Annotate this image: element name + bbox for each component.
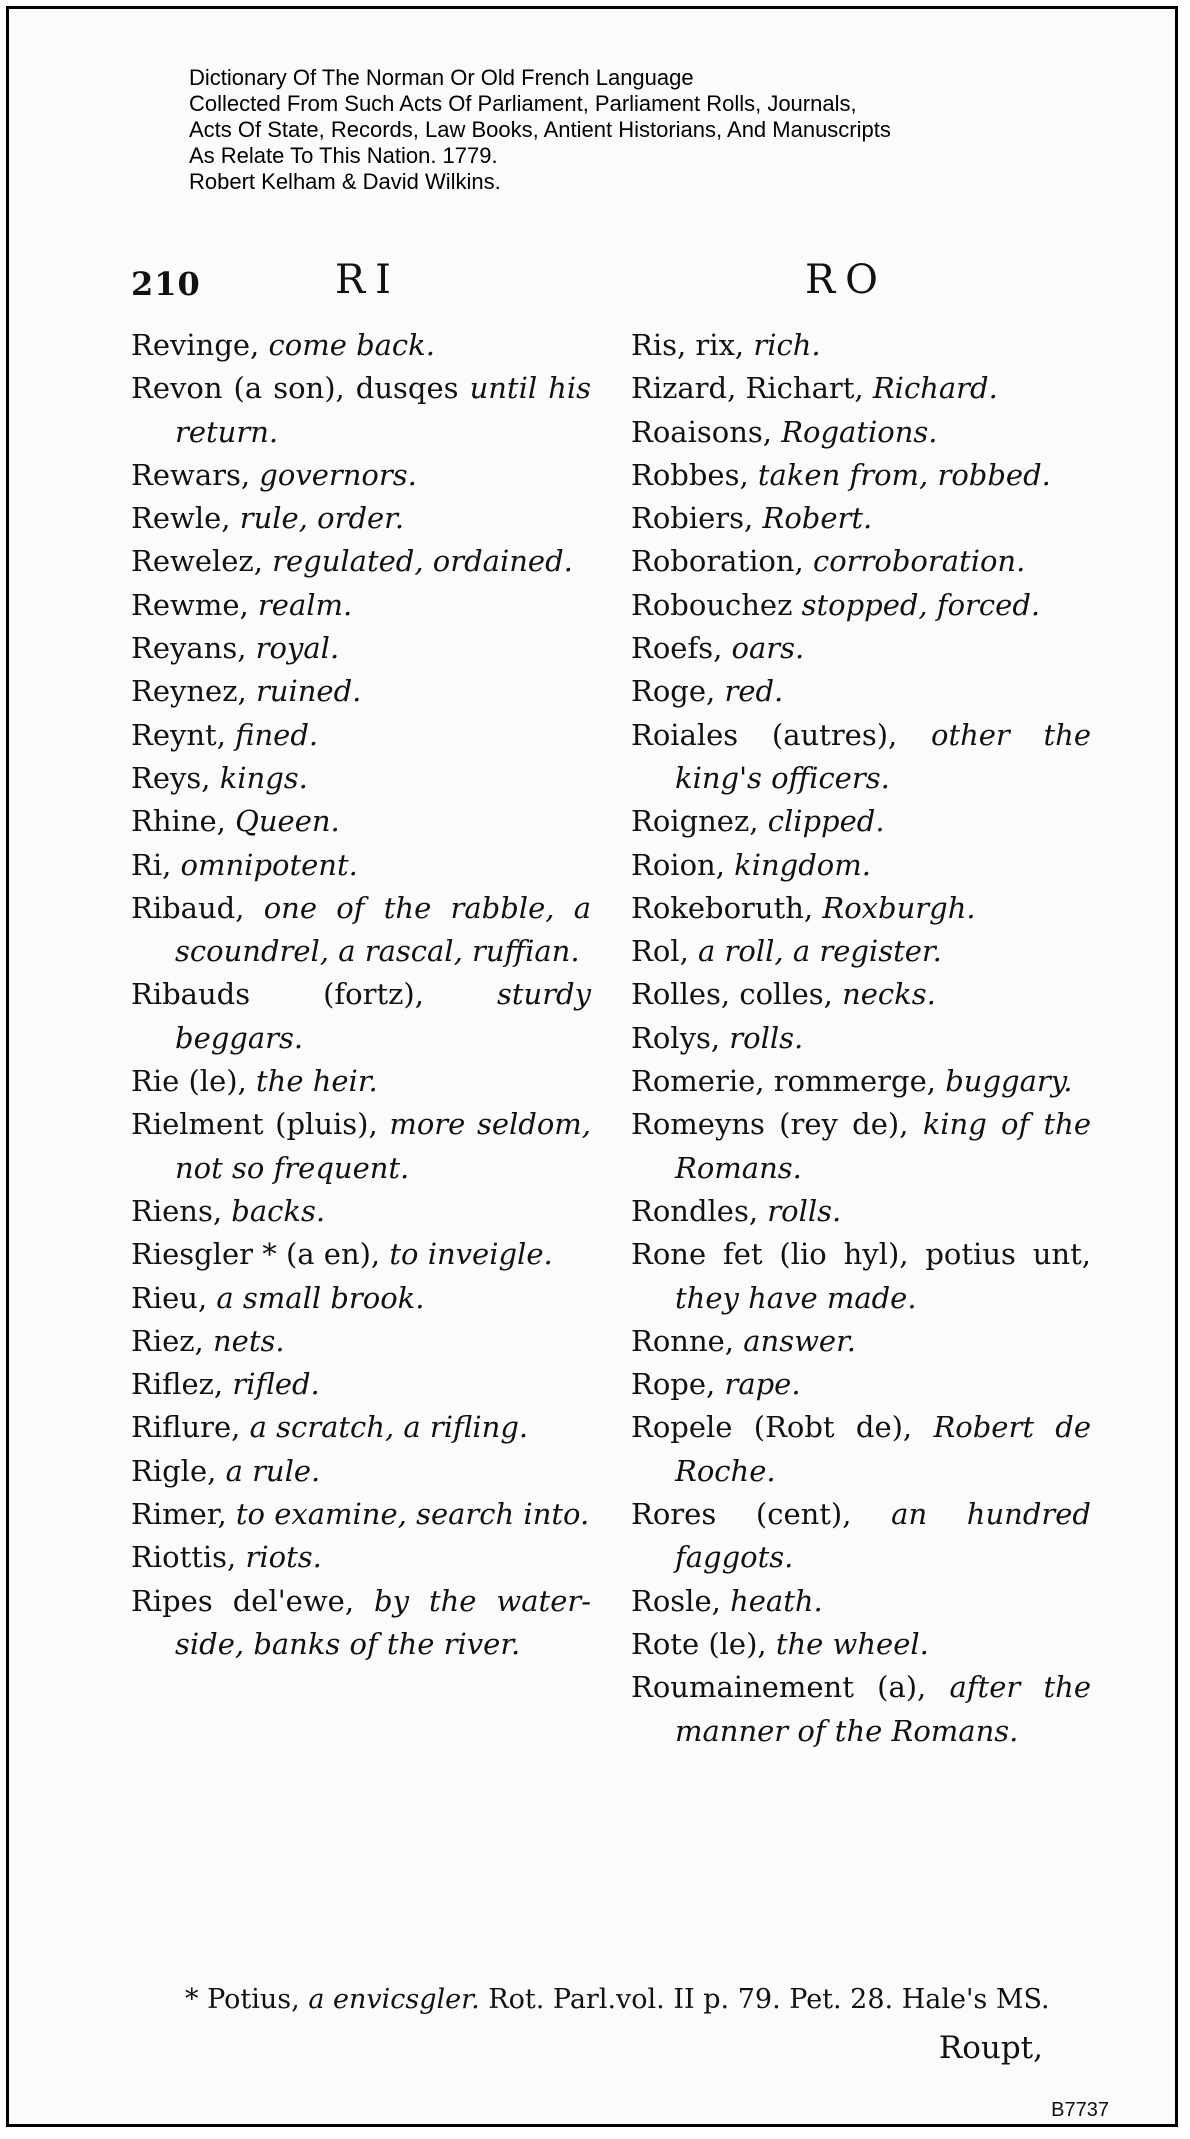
- entry-definition: clipped.: [767, 804, 885, 839]
- entry-definition: sturdy beggars.: [175, 977, 592, 1055]
- dictionary-entry: [131, 1363, 591, 1406]
- dictionary-entry: [631, 714, 1091, 801]
- dictionary-entry: [631, 454, 1091, 497]
- entry-headword: Rielment (pluis),: [131, 1107, 378, 1142]
- dictionary-entry: [631, 930, 1091, 973]
- dictionary-entry: [131, 540, 591, 583]
- entry-definition: a scratch, a rifling.: [249, 1410, 529, 1445]
- dictionary-entry: [631, 1017, 1091, 1060]
- dictionary-entry: [131, 497, 591, 540]
- entry-definition: to inveigle.: [389, 1237, 553, 1272]
- dictionary-entry: [131, 1103, 591, 1190]
- entry-headword: Rote (le),: [631, 1626, 767, 1661]
- running-head-right: RO: [805, 257, 888, 303]
- entry-headword: Robiers,: [631, 501, 754, 536]
- header-line-sources: Collected From Such Acts Of Parliament, Parliament Rolls, Journals,: [189, 91, 857, 116]
- document-code: B7737: [1051, 2099, 1109, 2121]
- entry-definition: omnipotent.: [180, 847, 358, 882]
- header-line-title: Dictionary Of The Norman Or Old French Language: [189, 65, 694, 90]
- entry-definition: rule, order.: [239, 501, 405, 536]
- entry-headword: Ripes del'ewe,: [131, 1583, 355, 1618]
- entry-headword: Riez,: [131, 1323, 204, 1358]
- dictionary-entry: [131, 800, 591, 843]
- entry-definition: Roxburgh.: [822, 890, 976, 925]
- entry-definition: governors.: [259, 457, 417, 492]
- entry-definition: an hundred faggots.: [675, 1497, 1091, 1575]
- entry-headword: Rewelez,: [131, 544, 263, 579]
- dictionary-entry: [131, 1450, 591, 1493]
- entry-definition: a small brook.: [216, 1280, 425, 1315]
- entry-definition: heath.: [730, 1583, 823, 1618]
- entry-definition: to examine, search into.: [235, 1497, 590, 1532]
- entry-definition: royal.: [255, 631, 340, 666]
- dictionary-entry: [131, 844, 591, 887]
- dictionary-entry: [631, 1320, 1091, 1363]
- entry-definition: Robert de Roche.: [675, 1410, 1091, 1488]
- entry-headword: Ris, rix,: [631, 328, 745, 362]
- dictionary-entry: [131, 973, 591, 1060]
- entry-headword: Roefs,: [631, 631, 723, 666]
- entry-headword: Reys,: [131, 760, 211, 795]
- entry-definition: Queen.: [235, 804, 340, 839]
- entry-headword: Romerie, rommerge,: [631, 1064, 936, 1099]
- entry-headword: Robbes,: [631, 457, 749, 492]
- entry-headword: Riflure,: [131, 1410, 241, 1445]
- entry-headword: Rie (le),: [131, 1064, 247, 1099]
- entry-headword: Rimer,: [131, 1497, 227, 1532]
- entry-definition: answer.: [743, 1323, 856, 1358]
- entry-definition: by the water-side, banks of the river.: [175, 1583, 592, 1661]
- entry-definition: more seldom, not so frequent.: [175, 1107, 592, 1185]
- entry-headword: Riottis,: [131, 1540, 237, 1575]
- entry-definition: fined.: [235, 717, 319, 752]
- entry-headword: Reynez,: [131, 674, 247, 709]
- dictionary-entry: [131, 1536, 591, 1579]
- dictionary-entry: [631, 887, 1091, 930]
- dictionary-entry: [631, 1406, 1091, 1493]
- dictionary-entry: [631, 1233, 1091, 1320]
- entry-headword: Ribaud,: [131, 890, 245, 925]
- dictionary-entry: [131, 627, 591, 670]
- entry-definition: red.: [724, 674, 784, 709]
- entry-headword: Rosle,: [631, 1583, 721, 1618]
- dictionary-entry: [131, 757, 591, 800]
- entry-headword: Reynt,: [131, 717, 226, 752]
- entry-definition: one of the rabble, a scoundrel, a rascal, ruffian.: [175, 890, 592, 969]
- entry-definition: ruined.: [255, 674, 362, 709]
- entry-headword: Ri,: [131, 847, 172, 882]
- entry-definition: after the manner of the Romans.: [675, 1670, 1091, 1748]
- footnote-italic: a envicsgler.: [308, 1984, 480, 2015]
- entry-definition: nets.: [213, 1323, 285, 1358]
- entry-headword: Roaisons,: [631, 414, 772, 449]
- dictionary-entry: [631, 1493, 1091, 1580]
- entry-definition: they have made.: [675, 1280, 917, 1315]
- dictionary-entry: [131, 1580, 591, 1667]
- footnote-reference: Rot. Parl.vol. II p. 79. Pet. 28. Hale's MS.: [488, 1984, 1050, 2015]
- dictionary-entry: [631, 584, 1091, 627]
- dictionary-entry: [631, 411, 1091, 454]
- dictionary-entry: [131, 1406, 591, 1449]
- entry-headword: Ribauds (fortz),: [131, 977, 424, 1012]
- entry-headword: Roumainement (a),: [631, 1670, 927, 1705]
- entry-definition: until his return.: [175, 371, 591, 449]
- entry-headword: Rokeboruth,: [631, 890, 814, 925]
- dictionary-entry: [131, 887, 591, 974]
- dictionary-entry: [631, 670, 1091, 713]
- entry-definition: a roll, a register.: [698, 934, 942, 969]
- entry-headword: Rhine,: [131, 804, 226, 839]
- right-column: [631, 324, 1091, 1753]
- dictionary-entry: [631, 1103, 1091, 1190]
- left-column: [131, 324, 591, 1666]
- entry-headword: Ronne,: [631, 1323, 735, 1358]
- entry-definition: come back.: [268, 328, 435, 362]
- entry-definition: the heir.: [256, 1064, 378, 1099]
- entry-headword: Rope,: [631, 1367, 716, 1402]
- entry-definition: backs.: [231, 1193, 326, 1228]
- dictionary-entry: [631, 1580, 1091, 1623]
- entry-headword: Romeyns (rey de),: [631, 1107, 909, 1142]
- dictionary-entry: [631, 367, 1091, 410]
- dictionary-entry: [131, 324, 591, 367]
- dictionary-entry: [631, 540, 1091, 583]
- entry-definition: rich.: [753, 328, 821, 362]
- dictionary-entry: [631, 1623, 1091, 1666]
- header-line-authors: Robert Kelham & David Wilkins.: [189, 169, 501, 194]
- footnote: [185, 1984, 1085, 2015]
- entry-headword: Roiales (autres),: [631, 717, 898, 752]
- entry-definition: kingdom.: [734, 847, 871, 882]
- dictionary-entry: [631, 973, 1091, 1016]
- entry-definition: necks.: [842, 977, 936, 1012]
- entry-definition: rolls.: [767, 1193, 842, 1228]
- entry-definition: rolls.: [729, 1020, 804, 1055]
- entry-headword: Riflez,: [131, 1367, 224, 1402]
- dictionary-entry: [631, 324, 1091, 367]
- dictionary-entry: [131, 1493, 591, 1536]
- entry-definition: oars.: [731, 631, 805, 666]
- running-head: [9, 257, 1175, 317]
- entry-definition: Rogations.: [781, 414, 938, 449]
- entry-headword: Riesgler * (a en),: [131, 1237, 381, 1272]
- entry-definition: the wheel.: [775, 1626, 929, 1661]
- header-line-year: As Relate To This Nation. 1779.: [189, 143, 498, 168]
- dictionary-entry: [631, 1060, 1091, 1103]
- dictionary-entry: [131, 714, 591, 757]
- dictionary-entry: [131, 1320, 591, 1363]
- entry-definition: regulated, ordained.: [272, 544, 573, 579]
- entry-headword: Roboration,: [631, 544, 804, 579]
- entry-headword: Rol,: [631, 934, 689, 969]
- entry-definition: Richard.: [872, 371, 998, 406]
- dictionary-entry: [131, 584, 591, 627]
- dictionary-entry: [631, 1363, 1091, 1406]
- entry-headword: Ropele (Robt de),: [631, 1410, 913, 1445]
- dictionary-entry: [131, 1190, 591, 1233]
- dictionary-entry: [131, 367, 591, 454]
- dictionary-entry: [631, 497, 1091, 540]
- entry-headword: Rewle,: [131, 501, 231, 536]
- dictionary-entry: [631, 844, 1091, 887]
- dictionary-entry: [631, 1190, 1091, 1233]
- entry-headword: Rizard, Richart,: [631, 371, 864, 406]
- entry-definition: rifled.: [232, 1367, 320, 1402]
- entry-definition: riots.: [245, 1540, 322, 1575]
- dictionary-entry: [131, 1060, 591, 1103]
- dictionary-entry: [631, 1666, 1091, 1753]
- entry-headword: Rigle,: [131, 1453, 217, 1488]
- entry-headword: Rieu,: [131, 1280, 208, 1315]
- dictionary-entry: [131, 1233, 591, 1276]
- header-line-sources-cont: Acts Of State, Records, Law Books, Antient Historians, And Manuscripts: [189, 117, 891, 142]
- entry-headword: Roignez,: [631, 804, 759, 839]
- dictionary-entry: [631, 800, 1091, 843]
- entry-definition: corroboration.: [812, 544, 1026, 579]
- entry-definition: realm.: [257, 587, 353, 622]
- entry-definition: king of the Romans.: [675, 1107, 1091, 1185]
- page-frame: [6, 6, 1178, 2127]
- entry-headword: Rores (cent),: [631, 1497, 852, 1532]
- entry-headword: Rolys,: [631, 1020, 721, 1055]
- entry-headword: Riens,: [131, 1193, 223, 1228]
- entry-headword: Reyans,: [131, 631, 247, 666]
- dictionary-entry: [131, 1277, 591, 1320]
- entry-headword: Rewars,: [131, 457, 251, 492]
- entry-definition: rape.: [724, 1367, 801, 1402]
- entry-headword: Robouchez: [631, 587, 793, 622]
- dictionary-entry: [631, 627, 1091, 670]
- document-header: [189, 65, 1049, 195]
- entry-definition: other the king's officers.: [675, 717, 1092, 795]
- page-number: 210: [131, 265, 201, 303]
- catchword: Roupt,: [938, 2030, 1043, 2066]
- footnote-mark: * Potius,: [185, 1984, 300, 2015]
- entry-definition: a rule.: [225, 1453, 321, 1488]
- entry-headword: Roge,: [631, 674, 716, 709]
- entry-headword: Rone fet (lio hyl), potius unt,: [631, 1237, 1091, 1272]
- entry-definition: stopped, forced.: [801, 587, 1041, 622]
- dictionary-entry: [131, 454, 591, 497]
- entry-definition: Robert.: [762, 501, 873, 536]
- entry-headword: Rondles,: [631, 1193, 759, 1228]
- dictionary-entry: [131, 670, 591, 713]
- entry-definition: buggary.: [945, 1064, 1073, 1099]
- entry-headword: Revinge,: [131, 328, 260, 362]
- entry-headword: Rolles, colles,: [631, 977, 833, 1012]
- entry-definition: kings.: [219, 760, 308, 795]
- running-head-left: RI: [335, 257, 401, 303]
- entry-headword: Roion,: [631, 847, 725, 882]
- entry-definition: taken from, robbed.: [757, 457, 1051, 492]
- entry-headword: Revon (a son), dusqes: [131, 371, 459, 406]
- entry-headword: Rewme,: [131, 587, 249, 622]
